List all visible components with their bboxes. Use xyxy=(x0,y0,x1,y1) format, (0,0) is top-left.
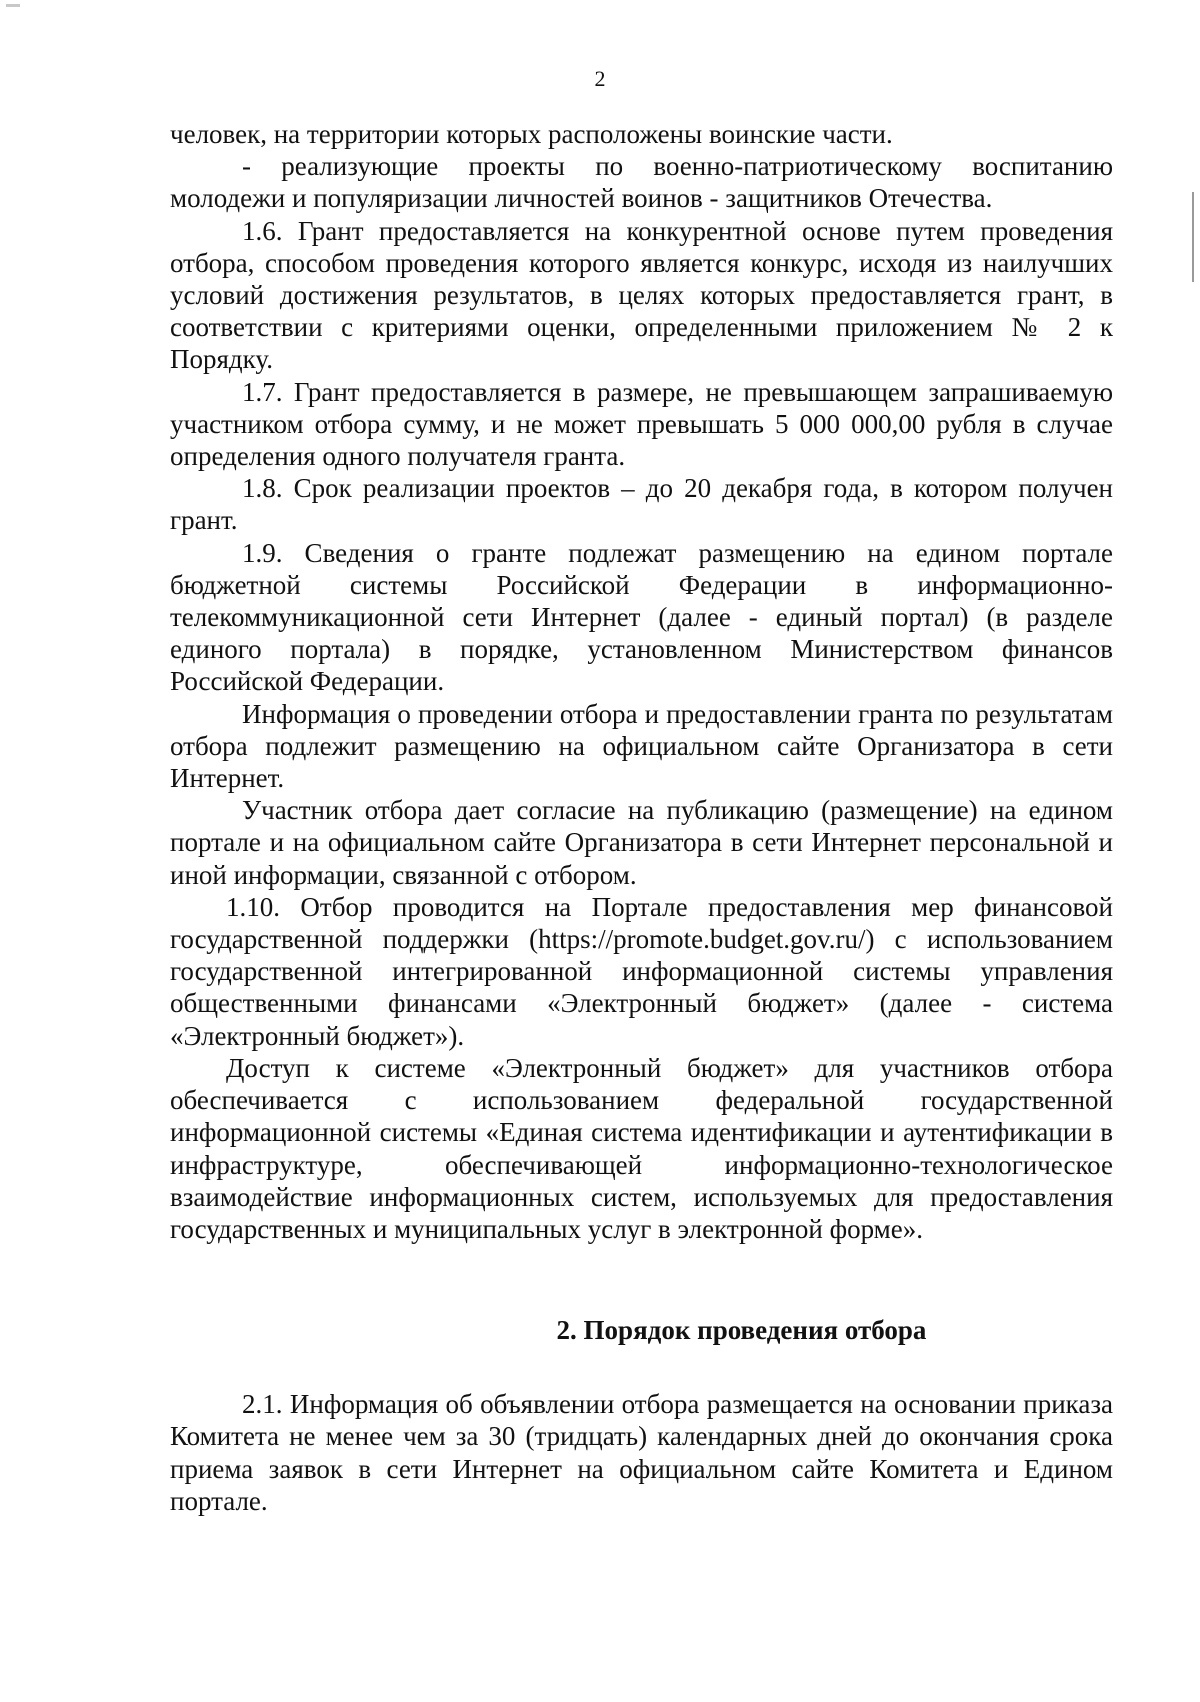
paragraph-1-6: 1.6. Грант предоставляется на конкурентной основе путем проведения отбора, способом проведения которого является конкурс, исходя из наилучших условий достижения результатов, в целях которых предоставляется грант, в соответствии с критериями оценки, определенными приложением № 2 к Порядку. xyxy=(170,215,1113,375)
paragraph-1-7: 1.7. Грант предоставляется в размере, не превышающем запрашиваемую участником отбора сумму, и не может превышать 5 000 000,00 рубля в случае определения одного получателя гранта. xyxy=(170,376,1113,472)
paragraph-2-1: 2.1. Информация об объявлении отбора размещается на основании приказа Комитета не менее чем за 30 (тридцать) календарных дней до окончания срока приема заявок в сети Интернет на официальном сайте Комитета и Едином портале. xyxy=(170,1389,1113,1516)
section-heading: 2. Порядок проведения отбора xyxy=(556,1315,927,1346)
paragraph-1-8: 1.8. Срок реализации проектов – до 20 декабря года, в котором получен грант. xyxy=(170,473,1113,536)
scan-edge-mark xyxy=(1192,192,1194,282)
paragraph-participant-consent: Участник отбора дает согласие на публикацию (размещение) на едином портале и на официальном сайте Организатора в сети Интернет персональной и иной информации, связанной с отбором. xyxy=(170,795,1113,890)
page-number: 2 xyxy=(594,66,606,91)
scan-corner-mark xyxy=(6,4,20,7)
paragraph-1-9: 1.9. Сведения о гранте подлежат размещению на едином портале бюджетной системы Российской Федерации в информационно-телекоммуникационной сети Интернет (далее - единый портал) (в разделе единого портала) в порядке, установленном Министерством финансов Российской Федерации. xyxy=(170,537,1113,697)
section-gap xyxy=(170,1346,1113,1388)
document-body xyxy=(170,118,1113,1517)
paragraph-info-publication: Информация о проведении отбора и предоставлении гранта по результатам отбора подлежит размещению на официальном сайте Организатора в сети Интернет. xyxy=(170,698,1113,794)
paragraph-1-10: 1.10. Отбор проводится на Портале предоставления мер финансовой государственной поддержки (https://promote.budget.gov.ru/) с использованием государственной интегрированной информационной системы управления общественными финансами «Электронный бюджет» (далее - система «Электронный бюджет»). xyxy=(170,891,1113,1051)
paragraph-continuation: человек, на территории которых расположены воинские части. xyxy=(170,119,893,149)
paragraph-access-system: Доступ к системе «Электронный бюджет» для участников отбора обеспечивается с использованием федеральной государственной информационной системы «Единая система идентификации и аутентификации в инфраструктуре, обеспечивающей информационно-технологическое взаимодействие информационных систем, используемых для предоставления государственных и муниципальных услуг в электронной форме». xyxy=(170,1052,1113,1244)
paragraph-list-item: - реализующие проекты по военно-патриотическому воспитанию молодежи и популяризации личностей воинов - защитников Отечества. xyxy=(170,151,1113,214)
